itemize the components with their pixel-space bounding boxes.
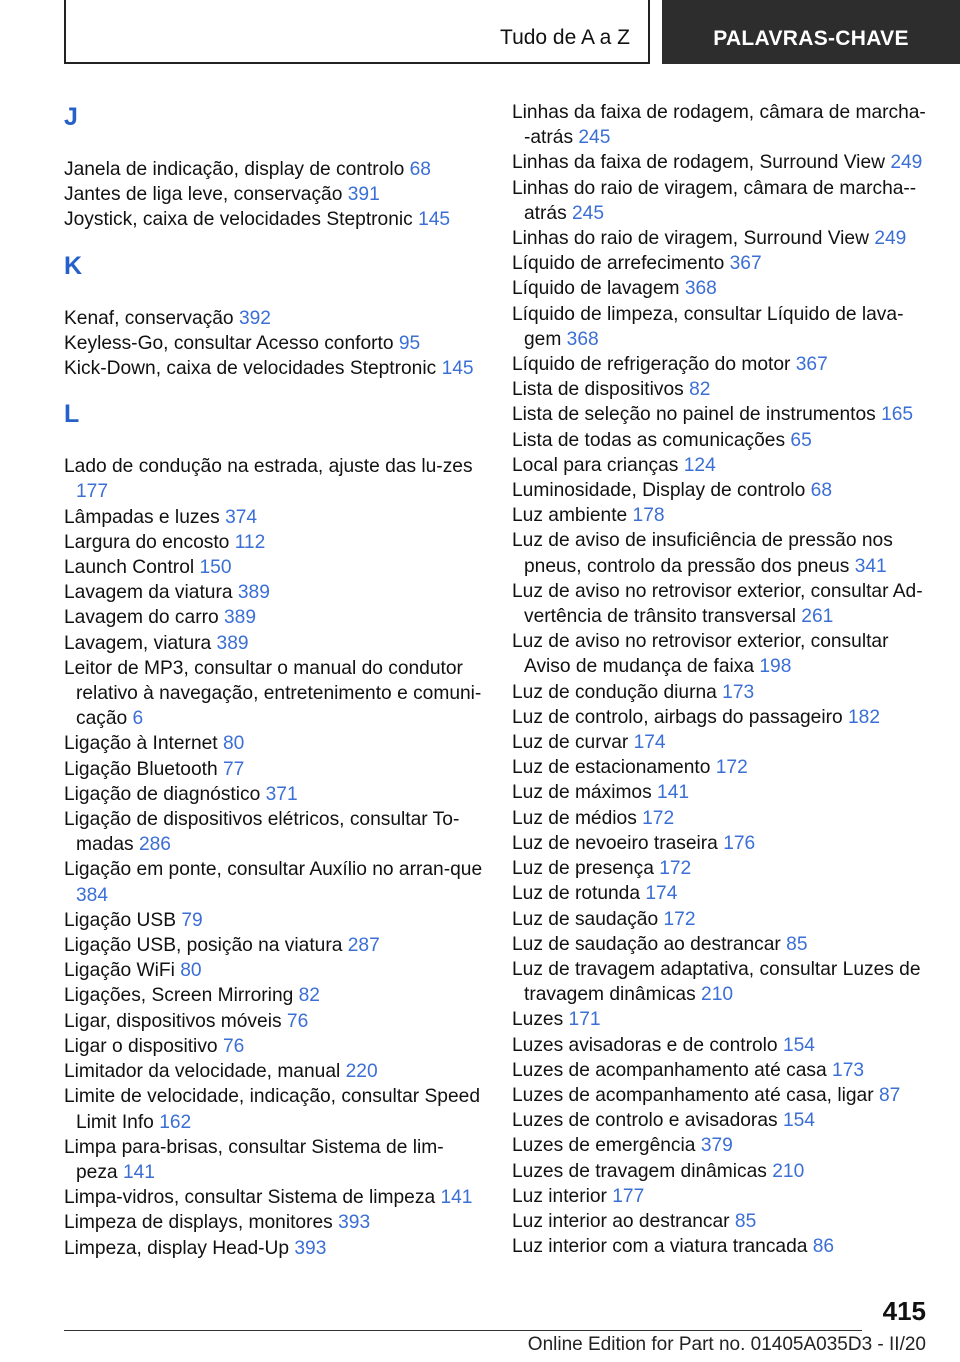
entry-text: Leitor de MP3, consultar o manual do condutor relativo à navegação, entretenimento e comuni-cação: [64, 657, 482, 730]
page-reference-link[interactable]: 165: [881, 404, 914, 426]
entry-text: Lâmpadas e luzes: [64, 506, 220, 528]
page-reference-link[interactable]: 174: [633, 732, 666, 754]
index-entry: [64, 356, 484, 381]
index-entry: [512, 352, 932, 377]
page-reference-link[interactable]: 172: [659, 858, 692, 880]
index-entry: [64, 555, 484, 580]
page-reference-link[interactable]: 220: [345, 1061, 378, 1083]
entry-text: Líquido de limpeza, consultar Líquido de lava-gem: [512, 303, 904, 350]
index-entry: [64, 580, 484, 605]
page-reference-link[interactable]: 176: [723, 832, 756, 854]
entry-text: Ligação Bluetooth: [64, 758, 218, 780]
index-entry: [512, 780, 932, 805]
entry-text: Lavagem, viatura: [64, 632, 212, 654]
index-column-left: [64, 100, 484, 1261]
page-reference-link[interactable]: 76: [222, 1035, 245, 1057]
page-reference-link[interactable]: 389: [237, 582, 270, 604]
entry-text: Luz de presença: [512, 858, 654, 880]
index-entry: [512, 806, 932, 831]
page-reference-link[interactable]: 210: [772, 1160, 805, 1182]
index-entry: [64, 807, 484, 857]
entry-text: Limpa-vidros, consultar Sistema de limpeza: [64, 1187, 436, 1209]
index-entry: [512, 907, 932, 932]
page-reference-link[interactable]: 80: [222, 733, 245, 755]
page-reference-link[interactable]: 178: [632, 505, 665, 527]
entry-text: Lado de condução na estrada, ajuste das lu-zes: [64, 456, 473, 478]
keyword-chip: PALAVRAS-CHAVE: [662, 0, 960, 64]
page-reference-link[interactable]: 77: [222, 758, 245, 780]
page-reference-link[interactable]: 162: [159, 1111, 192, 1133]
footer-rule: [64, 1330, 862, 1331]
index-letter-heading: J: [64, 103, 78, 131]
page-reference-link[interactable]: 174: [645, 883, 678, 905]
entry-text: Líquido de lavagem: [512, 278, 680, 300]
index-entry: [512, 428, 932, 453]
index-entry: [64, 1084, 484, 1134]
entry-text: Ligação USB: [64, 909, 176, 931]
entry-text: Linhas da faixa de rodagem, câmara de marcha--atrás: [512, 102, 926, 149]
page-reference-link[interactable]: 368: [566, 328, 599, 350]
entry-text: Limpeza, display Head-Up: [64, 1237, 290, 1259]
page-reference-link[interactable]: 249: [874, 228, 907, 250]
index-entry: [512, 377, 932, 402]
page-reference-link[interactable]: 141: [657, 782, 690, 804]
page-reference-link[interactable]: 141: [440, 1187, 473, 1209]
entry-text: Joystick, caixa de velocidades Steptronic: [64, 209, 413, 231]
page-reference-link[interactable]: 145: [441, 358, 474, 380]
index-entry: [512, 176, 932, 226]
entry-text: Luzes de acompanhamento até casa: [512, 1059, 827, 1081]
index-entry: [64, 207, 484, 232]
entry-text: Kenaf, conservação: [64, 307, 234, 329]
page-reference-link[interactable]: 85: [734, 1210, 757, 1232]
entry-text: Janela de indicação, display de controlo: [64, 159, 405, 180]
entry-text: Ligação USB, posição na viatura: [64, 935, 343, 957]
entry-text: Largura do encosto: [64, 531, 230, 553]
index-entry: [512, 881, 932, 906]
index-entry: [64, 1009, 484, 1034]
index-entry: [512, 528, 932, 578]
entry-text: Luz interior com a viatura trancada: [512, 1236, 808, 1258]
index-entry: [64, 983, 484, 1008]
page-reference-link[interactable]: 80: [180, 960, 202, 982]
index-entry: [64, 908, 484, 933]
entry-text: Ligação em ponte, consultar Auxílio no arran-que: [64, 859, 483, 881]
index-entry: [512, 1083, 932, 1108]
entry-text: Luz de saudação: [512, 908, 659, 930]
entry-text: Jantes de liga leve, conservação: [64, 184, 343, 206]
index-entry: [64, 530, 484, 555]
page-reference-link[interactable]: 154: [782, 1034, 815, 1056]
entry-text: Launch Control: [64, 557, 195, 579]
index-entry: [512, 503, 932, 528]
entry-text: Ligar o dispositivo: [64, 1035, 218, 1057]
page-reference-link[interactable]: 68: [409, 159, 431, 180]
index-entry: [512, 730, 932, 755]
page-reference-link[interactable]: 154: [782, 1110, 815, 1132]
page-reference-link[interactable]: 379: [700, 1135, 733, 1157]
page-reference-link[interactable]: 389: [216, 632, 249, 654]
entry-text: Linhas do raio de viragem, câmara de marcha--atrás: [512, 177, 917, 224]
entry-text: Luz de aviso de insuficiência de pressão nos pneus, controlo da pressão dos pneus: [512, 530, 893, 577]
index-entry: [512, 831, 932, 856]
index-entry: [512, 1007, 932, 1032]
page-reference-link[interactable]: 384: [76, 884, 109, 906]
entry-text: Luz de travagem adaptativa, consultar Luzes de travagem dinâmicas: [512, 958, 921, 1006]
page-reference-link[interactable]: 172: [642, 807, 675, 829]
index-entry: [512, 251, 932, 276]
entry-text: Luzes de travagem dinâmicas: [512, 1160, 767, 1182]
index-entry: [64, 454, 484, 504]
entry-text: Luz de condução diurna: [512, 681, 717, 703]
index-entry: [512, 1058, 932, 1083]
page-reference-link[interactable]: 368: [684, 278, 717, 300]
page-reference-link[interactable]: 391: [347, 184, 380, 206]
entry-text: Ligação à Internet: [64, 733, 218, 755]
index-entry: [512, 100, 932, 150]
page-reference-link[interactable]: 210: [701, 984, 734, 1006]
section-title: Tudo de A a Z: [500, 26, 630, 49]
index-entry: [64, 1059, 484, 1084]
index-entry: [64, 731, 484, 756]
index-letter-heading: L: [64, 400, 80, 429]
index-entry: [64, 1135, 484, 1185]
entry-text: Lavagem da viatura: [64, 582, 233, 604]
entry-text: Líquido de refrigeração do motor: [512, 354, 791, 376]
index-entry: [512, 957, 932, 1007]
entry-text: Luz de máximos: [512, 782, 652, 804]
entry-text: Ligação WiFi: [64, 960, 175, 982]
entry-text: Luzes de acompanhamento até casa, ligar: [512, 1084, 874, 1106]
entry-text: Luz de rotunda: [512, 883, 641, 905]
page-reference-link[interactable]: 249: [890, 152, 923, 174]
page-reference-link[interactable]: 173: [832, 1059, 865, 1081]
entry-text: Luz de médios: [512, 807, 637, 829]
entry-text: Luzes avisadoras e de controlo: [512, 1034, 778, 1056]
entry-text: Luzes: [512, 1009, 564, 1031]
entry-text: Luz interior ao destrancar: [512, 1210, 730, 1232]
entry-text: Lista de dispositivos: [512, 379, 684, 401]
page-reference-link[interactable]: 65: [790, 429, 812, 451]
index-entry: [512, 1234, 932, 1259]
entry-text: Ligações, Screen Mirroring: [64, 985, 294, 1007]
index-entry: [64, 1185, 484, 1210]
page-reference-link[interactable]: 177: [76, 481, 109, 503]
index-entry: [512, 932, 932, 957]
index-entry: [512, 150, 932, 175]
entry-text: Limitador da velocidade, manual: [64, 1061, 341, 1083]
index-entry: [64, 605, 484, 630]
page-reference-link[interactable]: 145: [418, 209, 451, 231]
page-reference-link[interactable]: 124: [683, 454, 716, 476]
edition-footer: Online Edition for Part no. 01405A035D3 - II/20: [527, 1334, 926, 1355]
entry-text: Luz de saudação ao destrancar: [512, 933, 781, 955]
index-entry: [64, 1236, 484, 1261]
page-reference-link[interactable]: 367: [729, 253, 762, 275]
page-reference-link[interactable]: 171: [568, 1009, 601, 1031]
index-entry: [512, 1209, 932, 1234]
page-reference-link[interactable]: 76: [286, 1010, 309, 1032]
page-reference-link[interactable]: 374: [225, 506, 258, 528]
page-reference-link[interactable]: 79: [181, 909, 203, 931]
index-entry: [512, 478, 932, 503]
page-reference-link[interactable]: 85: [786, 933, 808, 955]
entry-text: Luminosidade, Display de controlo: [512, 480, 806, 502]
index-entry: [512, 402, 932, 427]
page-reference-link[interactable]: 287: [347, 935, 380, 957]
page-reference-link[interactable]: 393: [338, 1212, 371, 1234]
index-entry: [64, 857, 484, 907]
entry-text: Ligar, dispositivos móveis: [64, 1010, 282, 1032]
entry-text: Lista de seleção no painel de instrumentos: [512, 404, 876, 426]
entry-text: Limpa para-brisas, consultar Sistema de lim-peza: [64, 1136, 444, 1183]
page-reference-link[interactable]: 371: [265, 783, 298, 805]
entry-text: Luzes de controlo e avisadoras: [512, 1110, 778, 1132]
page-reference-link[interactable]: 261: [801, 606, 834, 628]
index-entry: [512, 276, 932, 301]
entry-text: Luz de nevoeiro traseira: [512, 832, 718, 854]
page-reference-link[interactable]: 389: [224, 607, 257, 629]
index-entry: [512, 680, 932, 705]
index-entry: [64, 631, 484, 656]
index-entry: [64, 782, 484, 807]
entry-text: Luz interior: [512, 1185, 607, 1207]
index-entry: [64, 656, 484, 732]
entry-text: Luzes de emergência: [512, 1135, 696, 1157]
index-letter-heading: K: [64, 251, 83, 280]
index-entry: [512, 453, 932, 478]
index-entry: [512, 226, 932, 251]
entry-text: Luz de aviso no retrovisor exterior, consultar Ad-vertência de trânsito transversal: [512, 580, 923, 628]
entry-text: Luz de aviso no retrovisor exterior, consultar Aviso de mudança de faixa: [512, 631, 889, 678]
index-entry: [512, 705, 932, 730]
index-entry: [512, 629, 932, 679]
entry-text: Linhas da faixa de rodagem, Surround View: [512, 152, 885, 174]
page-reference-link[interactable]: 245: [578, 127, 611, 149]
index-entry: [64, 306, 484, 331]
entry-text: Líquido de arrefecimento: [512, 253, 725, 275]
entry-text: Ligação de dispositivos elétricos, consultar To-madas: [64, 809, 460, 856]
index-entry: [64, 182, 484, 207]
page-reference-link[interactable]: 182: [848, 706, 881, 728]
index-entry: [64, 1034, 484, 1059]
entry-text: Kick-Down, caixa de velocidades Steptronic: [64, 358, 437, 380]
page-reference-link[interactable]: 82: [298, 985, 320, 1007]
page-reference-link[interactable]: 286: [138, 834, 171, 856]
index-entry: [512, 1133, 932, 1158]
index-column-right: [512, 100, 932, 1259]
entry-text: Luz de estacionamento: [512, 757, 711, 779]
page-reference-link[interactable]: 95: [398, 332, 421, 354]
index-entry: [64, 505, 484, 530]
page-number: 415: [882, 1296, 926, 1326]
page-reference-link[interactable]: 172: [715, 757, 748, 779]
page-reference-link[interactable]: 87: [878, 1084, 901, 1106]
index-entry: [512, 579, 932, 629]
entry-text: Luz de curvar: [512, 732, 629, 754]
index-entry: [64, 757, 484, 782]
index-entry: [512, 1184, 932, 1209]
index-entry: [64, 1210, 484, 1235]
index-entry: [64, 933, 484, 958]
page-reference-link[interactable]: 198: [759, 656, 792, 678]
page-reference-link[interactable]: 82: [689, 379, 711, 401]
page-reference-link[interactable]: 6: [132, 708, 144, 730]
index-entry: [512, 755, 932, 780]
page-reference-link[interactable]: 86: [812, 1236, 835, 1258]
page-reference-link[interactable]: 393: [294, 1237, 327, 1259]
page-reference-link[interactable]: 112: [234, 531, 266, 553]
index-entry: [64, 958, 484, 983]
entry-text: Limite de velocidade, indicação, consultar Speed Limit Info: [64, 1086, 480, 1133]
page-reference-link[interactable]: 245: [572, 202, 605, 224]
page-reference-link[interactable]: 177: [612, 1185, 645, 1207]
page-reference-link[interactable]: 141: [122, 1161, 155, 1183]
index-entry: [512, 1159, 932, 1184]
page-reference-link[interactable]: 392: [238, 307, 271, 329]
entry-text: Lista de todas as comunicações: [512, 429, 786, 451]
page-reference-link[interactable]: 150: [199, 557, 232, 579]
page-reference-link[interactable]: 173: [722, 681, 755, 703]
index-entry: [512, 302, 932, 352]
index-entry: [512, 1108, 932, 1133]
entry-text: Linhas do raio de viragem, Surround View: [512, 228, 869, 250]
entry-text: Luz ambiente: [512, 505, 628, 527]
page-reference-link[interactable]: 341: [854, 555, 887, 577]
entry-text: Lavagem do carro: [64, 607, 219, 629]
entry-text: Limpeza de displays, monitores: [64, 1212, 333, 1234]
page-reference-link[interactable]: 172: [663, 908, 696, 930]
entry-text: Local para crianças: [512, 454, 679, 476]
index-entry: [512, 1033, 932, 1058]
entry-text: Keyless-Go, consultar Acesso conforto: [64, 332, 394, 354]
page-reference-link[interactable]: 367: [795, 354, 828, 376]
page-reference-link[interactable]: 68: [810, 480, 832, 502]
index-entry: [64, 331, 484, 356]
entry-text: Ligação de diagnóstico: [64, 783, 261, 805]
index-entry: [512, 856, 932, 881]
entry-text: Luz de controlo, airbags do passageiro: [512, 706, 843, 728]
index-entry: [64, 157, 484, 182]
